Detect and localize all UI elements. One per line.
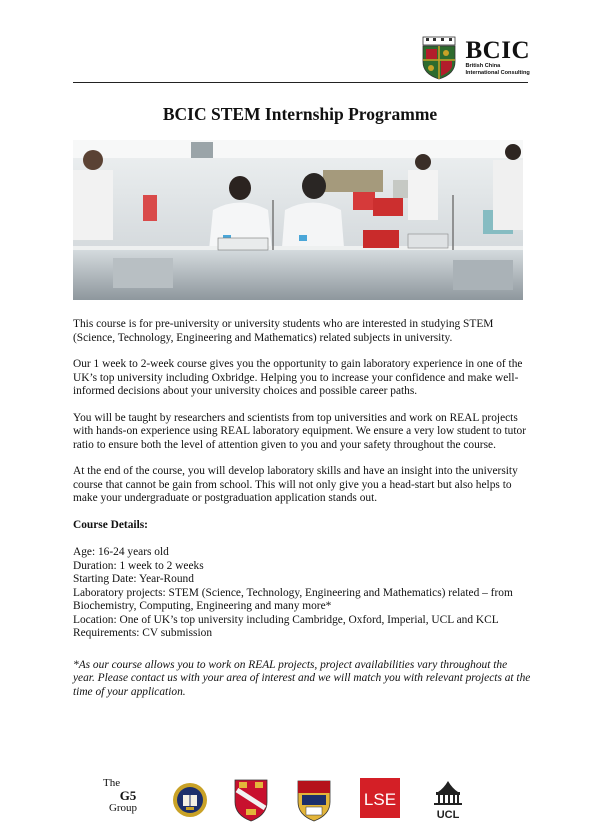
cambridge-crest-icon [233, 778, 269, 822]
course-details-heading: Course Details: [73, 518, 148, 531]
g5-group-logo [103, 778, 143, 822]
oxford-crest-icon [172, 778, 208, 822]
course-details-list [73, 546, 531, 641]
header-divider [73, 82, 528, 83]
detail-projects: Laboratory projects: STEM (Science, Technology, Engineering and Mathematics) related – from Biochemistry, Computing, Engineering and many more* [73, 586, 513, 612]
detail-age: Age: 16-24 years old [73, 546, 169, 558]
detail-requirements: Requirements: CV submission [73, 627, 213, 639]
g5-mark-text: G5 [119, 788, 137, 803]
laboratory-photo [73, 140, 523, 300]
g5-the-text: The [103, 777, 121, 789]
g5-group-text: Group [108, 802, 138, 814]
crest-icon [421, 36, 457, 80]
imperial-crest-icon [295, 778, 333, 822]
detail-location: Location: One of UK’s top university including Cambridge, Oxford, Imperial, UCL and KCL [73, 613, 499, 626]
footnote: *As our course allows you to work on REAL projects, project availabilities vary throughout the year. Please contact us with your area of interest and we will match you with relevant projects at the time of your application. [73, 658, 531, 698]
brand-subtitle-line1: British China [465, 63, 501, 69]
teaching-paragraph: You will be taught by researchers and scientists from top universities and work on REAL projects with hands-on experience using REAL laboratory equipment. We ensure a very low student to tutor ratio to ensure both the level of attention given to you and your safety throughout the course. [73, 411, 527, 451]
detail-duration: Duration: 1 week to 2 weeks [73, 559, 204, 572]
ucl-logo [428, 778, 468, 822]
brand-name: BCIC [465, 37, 530, 64]
partner-logos [95, 778, 495, 822]
course-description [73, 318, 531, 712]
brand-subtitle-line2: International Consulting [465, 70, 530, 76]
ucl-text: UCL [436, 809, 460, 821]
opportunity-paragraph: Our 1 week to 2-week course gives you the opportunity to gain laboratory experience in one of the UK’s top university including Oxbridge. Helping you to increase your confidence and make well-informed decisions about your university choices and possible career paths. [73, 358, 523, 397]
detail-start: Starting Date: Year-Round [73, 573, 194, 585]
bcic-logo [421, 36, 530, 80]
outcome-paragraph: At the end of the course, you will develop laboratory skills and have an insight into the university course that cannot be gain from school. This will not only give you a head-start but also helps to make your undergraduate or postgraduation application stands out. [73, 465, 518, 504]
intro-paragraph: This course is for pre-university or university students who are interested in studying STEM (Science, Technology, Engineering and Mathematics) related subjects in university. [73, 318, 494, 344]
page-title: BCIC STEM Internship Programme [162, 104, 438, 124]
lse-text: LSE [363, 790, 397, 809]
lse-logo [360, 778, 400, 818]
